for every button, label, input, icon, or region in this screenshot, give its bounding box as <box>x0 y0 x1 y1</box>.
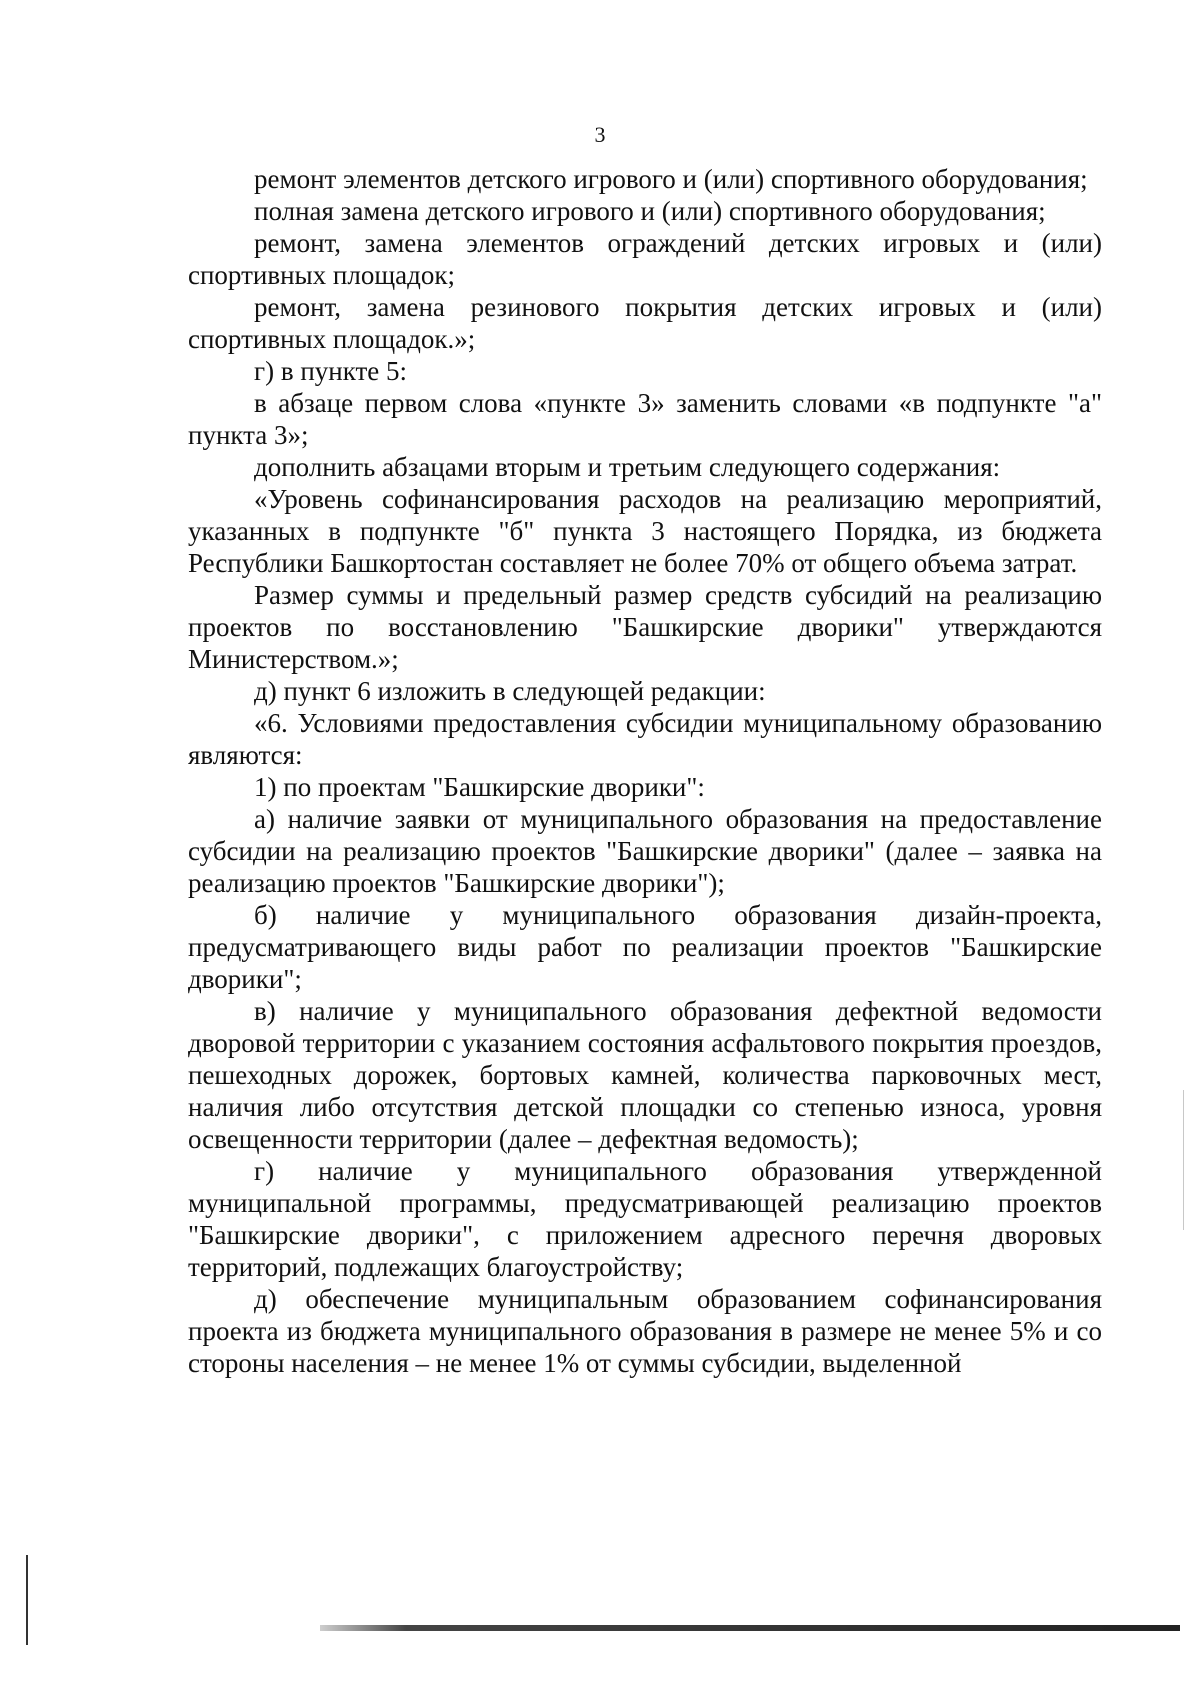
paragraph: Размер суммы и предельный размер средств субсидий на реализацию проектов по восстановлению "Башкирские дворики" утверждаются Министерством.»; <box>188 580 1102 674</box>
paragraph: ремонт, замена резинового покрытия детских игровых и (или) спортивных площадок.»; <box>188 292 1102 354</box>
paragraph: г) в пункте 5: <box>254 356 408 386</box>
paragraph: в) наличие у муниципального образования дефектной ведомости дворовой территории с указанием состояния асфальтового покрытия проездов, пешеходных дорожек, бортовых камней, количества парковочных мест, наличия либо отсутствия детской площадки со степенью износа, уровня освещенности территории (далее – дефектная ведомость); <box>188 996 1102 1154</box>
scan-edge-line <box>26 1555 28 1645</box>
paragraph: б) наличие у муниципального образования дизайн-проекта, предусматривающего виды работ по реализации проектов "Башкирские дворики"; <box>188 900 1102 994</box>
paragraph: ремонт элементов детского игрового и (или) спортивного оборудования; <box>254 164 1088 194</box>
paragraph: д) пункт 6 изложить в следующей редакции: <box>254 676 766 706</box>
paragraph: «6. Условиями предоставления субсидии муниципальному образованию являются: <box>188 708 1102 770</box>
body-text <box>188 163 1102 1379</box>
paragraph: а) наличие заявки от муниципального образования на предоставление субсидии на реализацию проектов "Башкирские дворики" (далее – заявка на реализацию проектов "Башкирские дворики"); <box>188 804 1102 898</box>
paragraph: ремонт, замена элементов ограждений детских игровых и (или) спортивных площадок; <box>188 228 1102 290</box>
paragraph: д) обеспечение муниципальным образованием софинансирования проекта из бюджета муниципального образования в размере не менее 5% и со стороны населения – не менее 1% от суммы субсидии, выделенной <box>188 1284 1102 1378</box>
scan-bottom-bar <box>320 1625 1180 1631</box>
paragraph: в абзаце первом слова «пункте 3» заменить словами «в подпункте "а" пункта 3»; <box>188 388 1102 450</box>
paragraph: полная замена детского игрового и (или) спортивного оборудования; <box>254 196 1046 226</box>
paragraph: «Уровень софинансирования расходов на реализацию мероприятий, указанных в подпункте "б" пункта 3 настоящего Порядка, из бюджета Республики Башкортостан составляет не более 70% от общего объема затрат. <box>188 484 1102 578</box>
paragraph: г) наличие у муниципального образования утвержденной муниципальной программы, предусматривающей реализацию проектов "Башкирские дворики", с приложением адресного перечня дворовых территорий, подлежащих благоустройству; <box>188 1156 1102 1282</box>
page-number: 3 <box>594 122 606 147</box>
scan-edge-line <box>1183 1090 1184 1230</box>
paragraph: дополнить абзацами вторым и третьим следующего содержания: <box>254 452 1001 482</box>
paragraph: 1) по проектам "Башкирские дворики": <box>254 772 705 802</box>
